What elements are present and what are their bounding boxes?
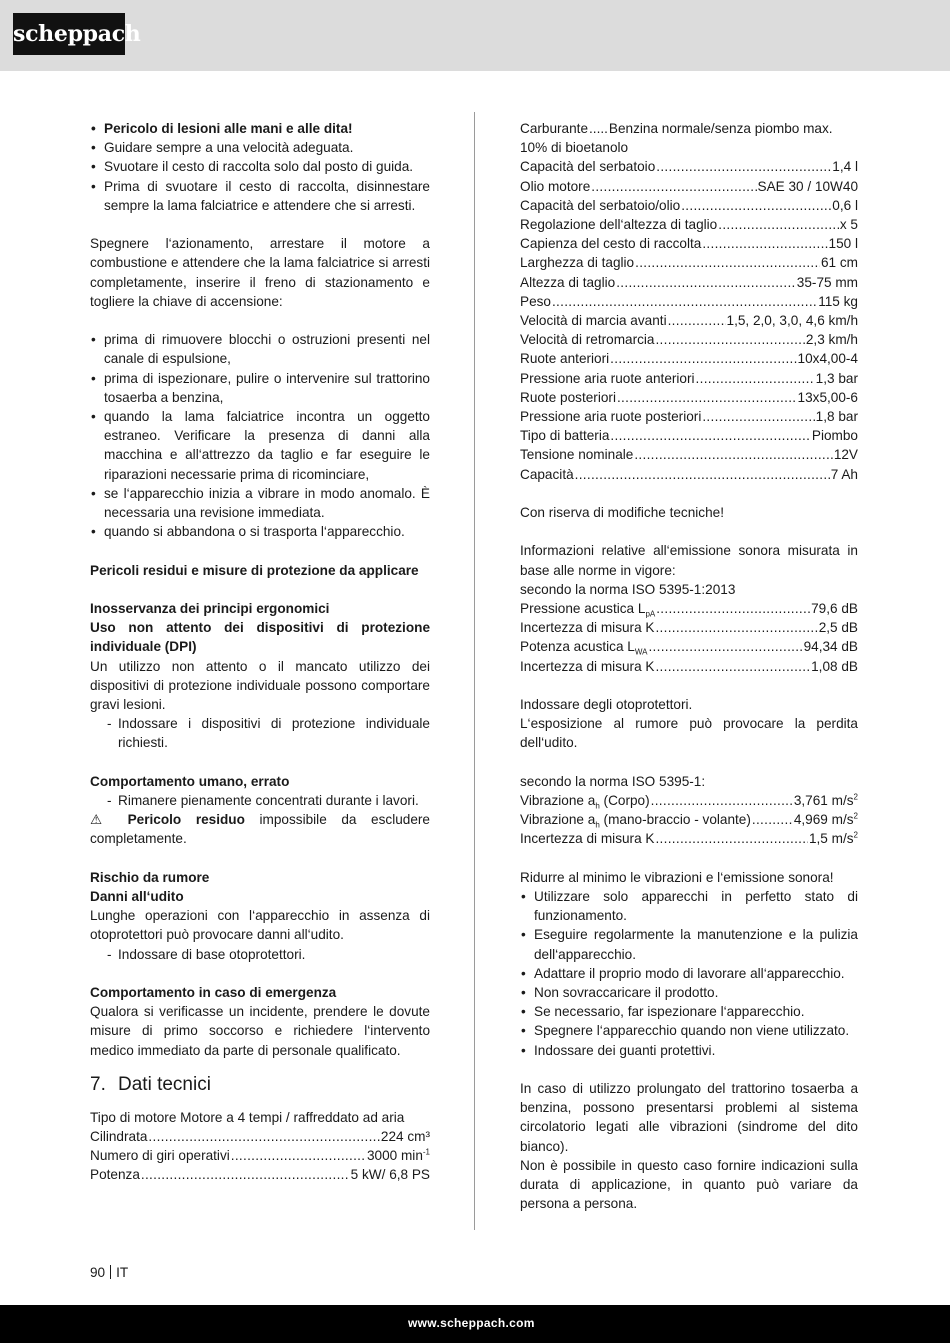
list-item: • prima di rimuovere blocchi o ostruzioni presenti nel canale di espulsione, (90, 330, 430, 368)
spec-row: Numero di giri operativi ..... 3000 $\min^{-1}$ (90, 1146, 430, 1165)
brand-logo: scheppach (13, 13, 125, 55)
norm-label: secondo la norma ISO 5395-1: (520, 773, 706, 789)
subheading: Comportamento in caso di emergenza (90, 985, 337, 1001)
paragraph: L‘esposizione al rumore può provocare la perdita dell‘udito. (520, 716, 858, 751)
list-item: • Pericolo di lesioni alle mani e alle dita! (90, 119, 430, 138)
safety-bullet-list (90, 119, 430, 215)
dash-item: - Indossare i dispositivi di protezione individuale richiesti. (107, 716, 430, 751)
spec-row: Cilindrata ..... 224 cm³ (90, 1127, 430, 1146)
spec-row: Velocità di marcia avanti ..... 1,5, 2,0, 3,0, 4,6 km/h (520, 311, 858, 330)
spec-row: Pressione aria ruote anteriori ..... 1,3 bar (520, 369, 858, 388)
list-item: • se l‘apparecchio inizia a vibrare in modo anomalo. È necessaria una revisione immediata. (90, 484, 430, 522)
list-item: • Indossare dei guanti protettivi. (520, 1041, 858, 1060)
spec-table (520, 157, 858, 483)
paragraph: Con riserva di modifiche tecniche! (520, 505, 724, 521)
section-title: 7. Dati tecnici (90, 1073, 211, 1095)
spec-row: Capacità ..... 7 Ah (520, 465, 858, 484)
paragraph: Qualora si verificasse un incidente, prendere le dovute misure di primo soccorso e richiedere l‘intervento medico immediato da parte di personale qualificato. (90, 1004, 430, 1058)
spec-row: Tipo di batteria ..... Piombo (520, 426, 858, 445)
spec-row: Peso ..... 115 kg (520, 292, 858, 311)
spec-row: Larghezza di taglio ..... 61 cm (520, 253, 858, 272)
right-column (520, 119, 858, 1213)
noise-row: Potenza acustica $L_{WA}$ ..... 94,34 dB (520, 637, 858, 656)
list-item: • Svuotare il cesto di raccolta solo dal posto di guida. (90, 157, 430, 176)
column-divider (474, 112, 475, 1230)
list-item: • Utilizzare solo apparecchi in perfetto stato di funzionamento. (520, 887, 858, 925)
residual-risk-note: ⚠ Pericolo residuo impossibile da escludere completamente. (90, 812, 430, 847)
vibration-row: Incertezza di misura K ..... 1,5 $m/s^2$ (520, 829, 858, 848)
spec-row: Capacità del serbatoio/olio ..... 0,6 l (520, 196, 858, 215)
spec-row: Velocità di retromarcia ..... 2,3 km/h (520, 330, 858, 349)
spec-row: Capacità del serbatoio ..... 1,4 l (520, 157, 858, 176)
spec-row: Tensione nominale ..... 12V (520, 445, 858, 464)
paragraph: Indossare degli otoprotettori. (520, 697, 693, 713)
engine-type: Tipo di motore Motore a 4 tempi / raffreddato ad aria (90, 1109, 405, 1125)
list-item: • quando si abbandona o si trasporta l‘apparecchio. (90, 522, 430, 541)
fuel-continuation: 10% di bioetanolo (520, 140, 629, 156)
subheading: Uso non attento dei dispositivi di protezione individuale (DPI) (90, 620, 430, 655)
spec-row: Regolazione dell‘altezza di taglio ..... x 5 (520, 215, 858, 234)
subheading: Inosservanza dei principi ergonomici (90, 601, 330, 617)
subheading: Comportamento umano, errato (90, 773, 290, 789)
list-item: • quando la lama falciatrice incontra un oggetto estraneo. Verificare la presenza di danni alla macchina e all‘attrezzo da taglio e far eseguire le riparazioni necessarie prima di ricominciare, (90, 407, 430, 484)
warning-icon: ⚠ (90, 812, 113, 828)
list-item: • Prima di svuotare il cesto di raccolta, disinnestare sempre la lama falciatrice e attendere che si arresti. (90, 177, 430, 215)
paragraph: Spegnere l‘azionamento, arrestare il motore a combustione e attendere che la lama falciatrice si arresti completamente, inserire il freno di stazionamento e togliere la chiave di accensione: (90, 236, 430, 309)
paragraph: In caso di utilizzo prolungato del trattorino tosaerba a benzina, possono presentarsi problemi al sistema circolatorio legati alle vibrazioni (sindrome del dito bianco). (520, 1081, 858, 1154)
spec-row: Olio motore ..... SAE 30 / 10W40 (520, 177, 858, 196)
paragraph: Lunghe operazioni con l‘apparecchio in assenza di otoprotettori può provocare danni all‘udito. (90, 908, 430, 943)
subheading: Ridurre al minimo le vibrazioni e l‘emissione sonora! (520, 869, 834, 885)
norm-label: secondo la norma ISO 5395-1:2013 (520, 581, 736, 597)
subheading: Danni all‘udito (90, 889, 184, 905)
spec-row: Altezza di taglio ..... 35-75 mm (520, 273, 858, 292)
noise-row: Incertezza di misura K ..... 2,5 dB (520, 618, 858, 637)
spec-row: Ruote posteriori ..... 13x5,00-6 (520, 388, 858, 407)
noise-row: Incertezza di misura K ..... 1,08 dB (520, 657, 858, 676)
vibration-row: Vibrazione $a_h$ (mano-braccio - volante) ..... 4,969 $m/s^2$ (520, 810, 858, 829)
page-header (0, 0, 950, 71)
spec-row: Ruote anteriori ..... 10x4,00-4 (520, 349, 858, 368)
dash-item: - Indossare di base otoprotettori. (107, 946, 306, 962)
list-item: • Se necessario, far ispezionare l‘apparecchio. (520, 1002, 858, 1021)
paragraph: Un utilizzo non attento o il mancato utilizzo dei dispositivi di protezione individuale possono comportare gravi lesioni. (90, 658, 430, 713)
list-item: • prima di ispezionare, pulire o intervenire sul trattorino tosaerba a benzina, (90, 369, 430, 407)
list-item: • Guidare sempre a una velocità adeguata. (90, 138, 430, 157)
page-number: 90 IT (90, 1265, 129, 1280)
list-item: • Eseguire regolarmente la manutenzione e la pulizia dell‘apparecchio. (520, 925, 858, 963)
noise-row: Pressione acustica $L_{pA}$ ..... 79,6 dB (520, 599, 858, 618)
stop-conditions-list (90, 330, 430, 541)
left-column (90, 119, 430, 1185)
section-heading: Pericoli residui e misure di protezione da applicare (90, 562, 419, 578)
spec-row-fuel: Carburante ..... Benzina normale/senza piombo max. (520, 121, 833, 136)
spec-row: Potenza ..... 5 kW/ 6,8 PS (90, 1165, 430, 1184)
reduce-bullet-list (520, 887, 858, 1060)
dash-item: - Rimanere pienamente concentrati durante i lavori. (107, 793, 419, 809)
list-item: • Spegnere l‘apparecchio quando non viene utilizzato. (520, 1021, 858, 1040)
vibration-row: Vibrazione $a_h$ (Corpo) ..... 3,761 $m/s^2$ (520, 791, 858, 810)
paragraph: Non è possibile in questo caso fornire indicazioni sulla durata di applicazione, in quanto può variare da persona a persona. (520, 1157, 858, 1212)
spec-row: Capienza del cesto di raccolta ..... 150 l (520, 234, 858, 253)
paragraph: Informazioni relative all‘emissione sonora misurata in base alle norme in vigore: (520, 543, 858, 578)
page-footer (0, 1305, 950, 1343)
list-item: • Adattare il proprio modo di lavorare all‘apparecchio. (520, 964, 858, 983)
spec-row: Pressione aria ruote posteriori ..... 1,8 bar (520, 407, 858, 426)
website-link[interactable]: www.scheppach.com (408, 1316, 535, 1330)
list-item: • Non sovraccaricare il prodotto. (520, 983, 858, 1002)
subheading: Rischio da rumore (90, 869, 210, 885)
